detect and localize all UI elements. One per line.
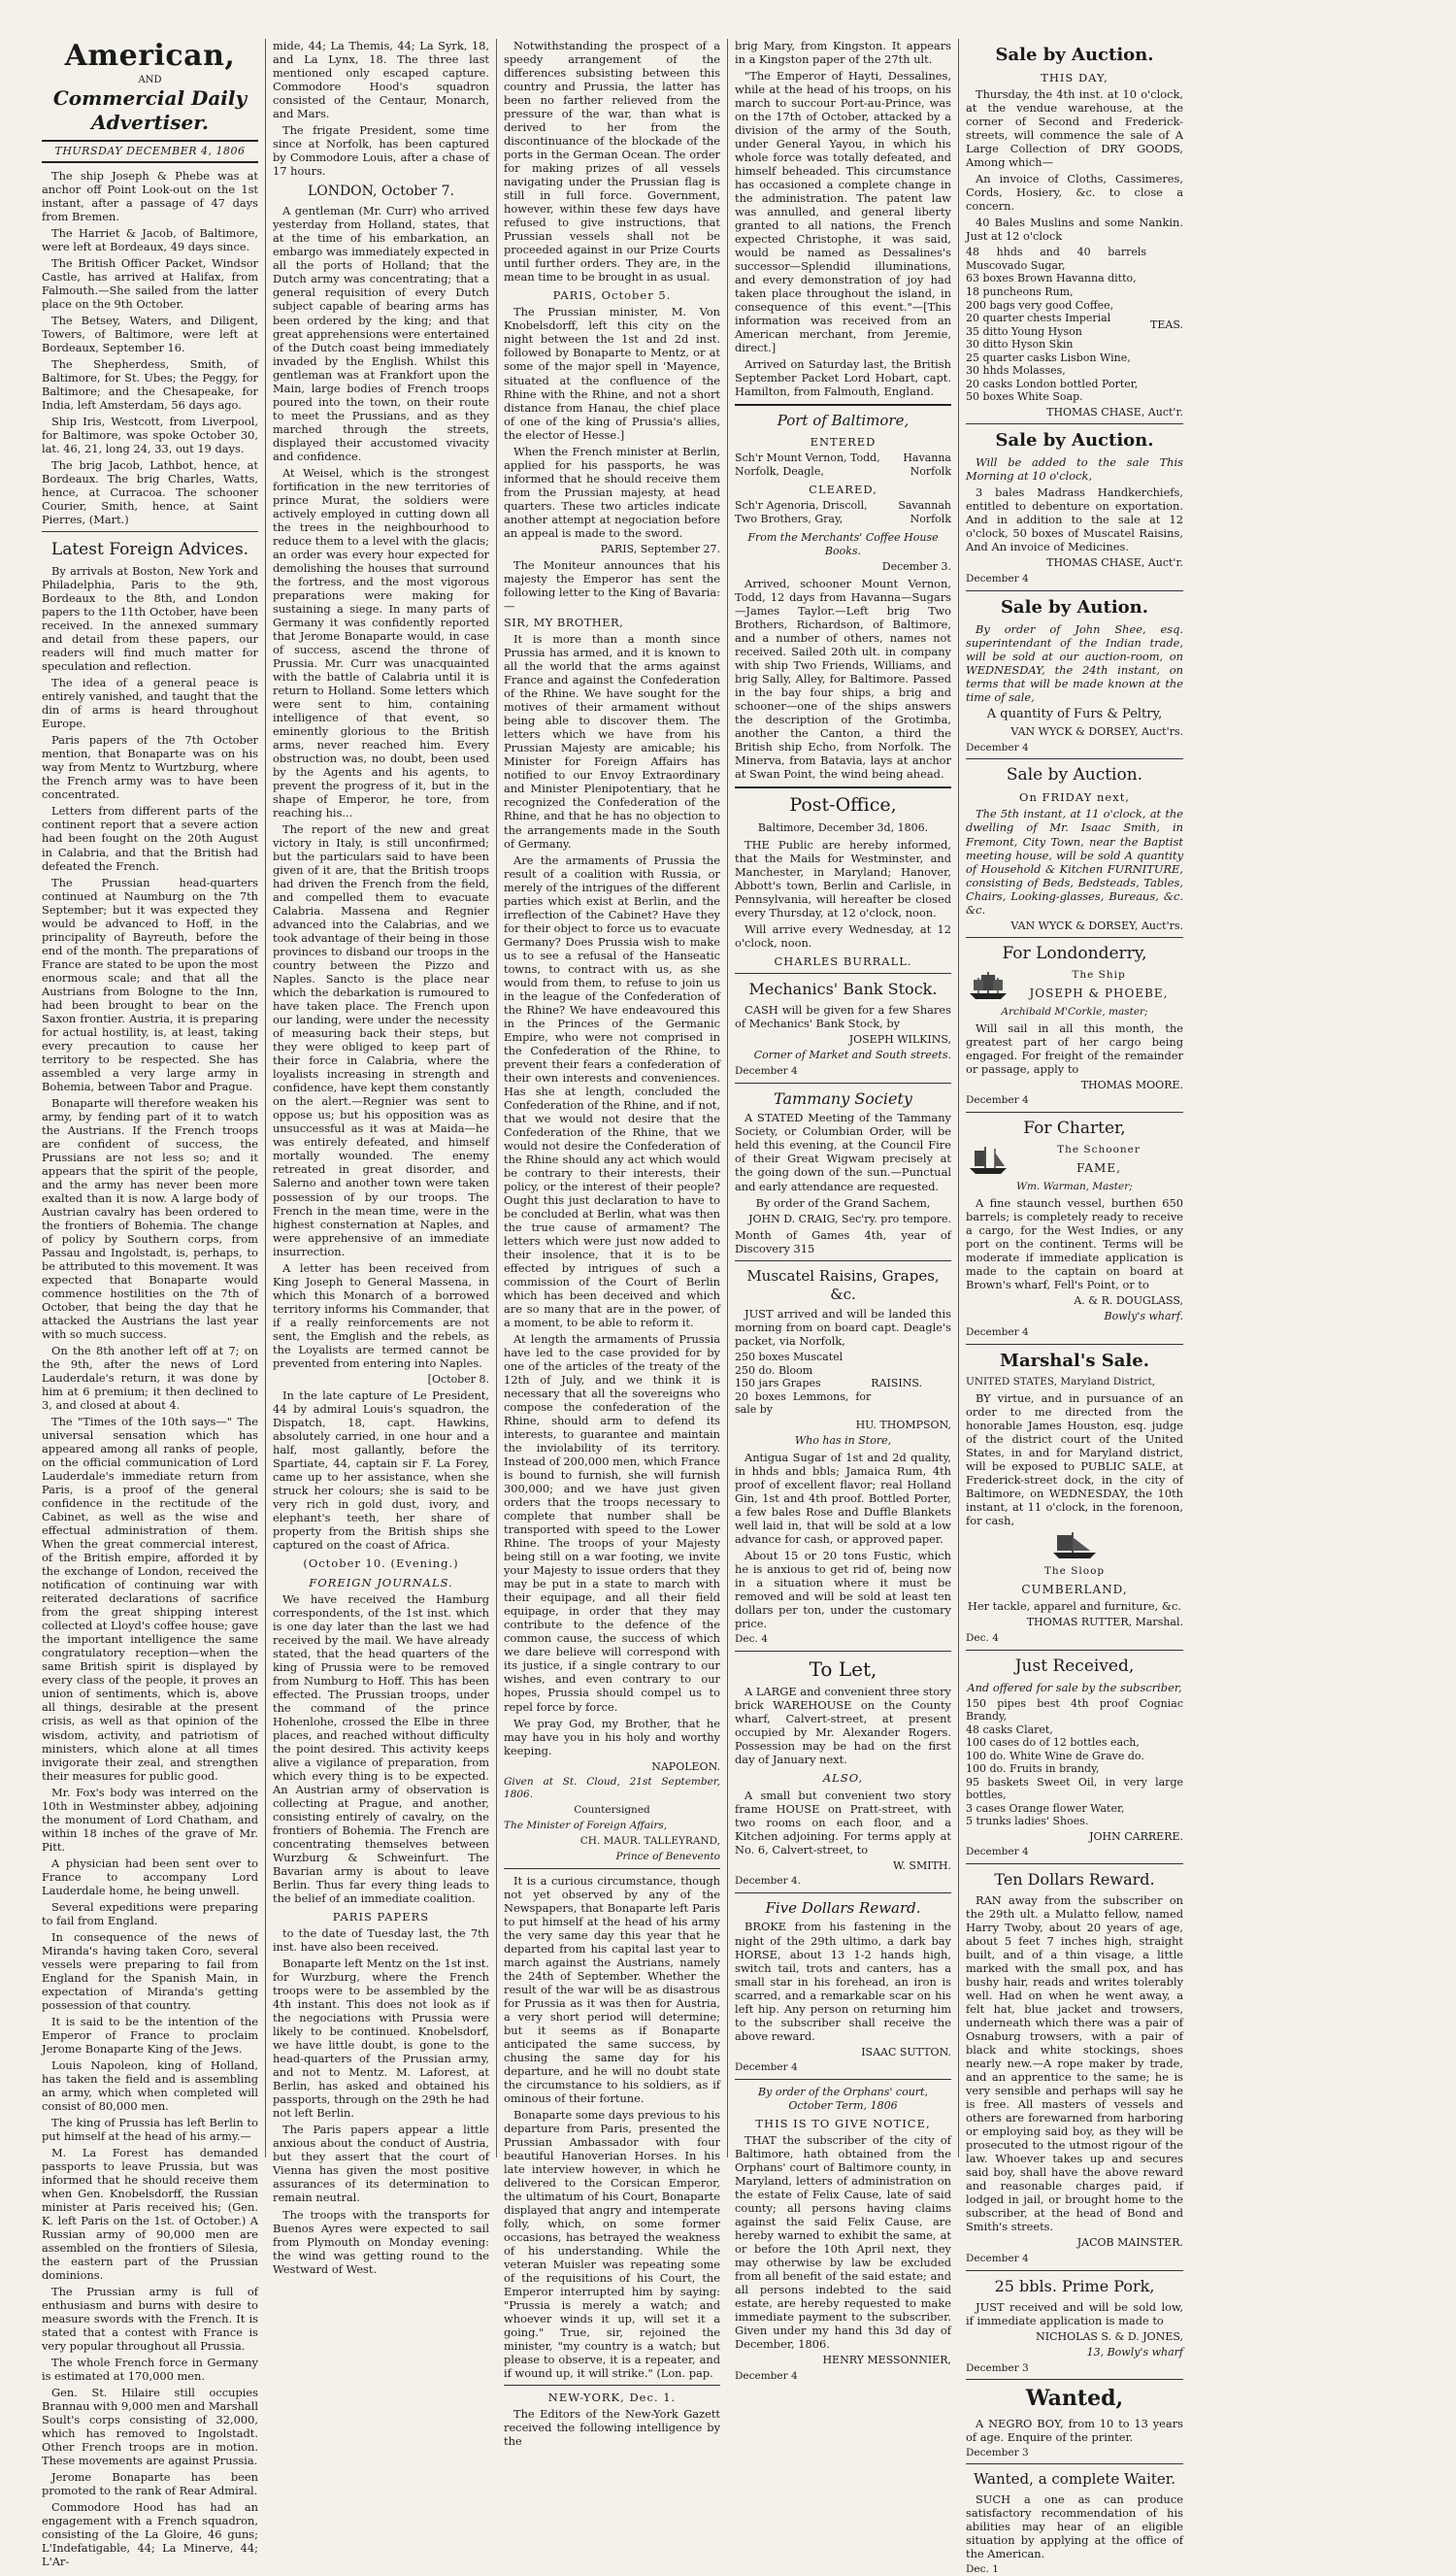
orphans-court-heading: By order of the Orphans' court, October Term, 1806 — [758, 2086, 928, 2112]
paris-papers-heading: PARIS PAPERS — [332, 1910, 430, 1924]
for-charter-heading: For Charter, — [1023, 1119, 1126, 1139]
article-paragraph: Mr. Fox's body was interred on the 10th in Westminster abbey, adjoining the monument of Lord Chatham, and within 18 inches of the grave of Mr. Pitt. — [42, 1785, 258, 1854]
ad-paragraph: BY virtue, and in pursuance of an order to me directed from the honorable James Houston, esq. judge of the district court of the United States, in and for Maryland district, will be exposed to PUBLIC SALE, at Frederick-street dock, in the city of Baltimore, on WEDNESDAY, the 10th instant, at 11 o'clock, in the forenoon, for cash, — [966, 1390, 1183, 1527]
masthead-and: AND — [138, 74, 162, 85]
list-item: 30 ditto Hyson Skin — [966, 338, 1074, 351]
masthead — [42, 39, 258, 134]
ship-master: Archibald M'Corkle, master; — [1001, 1005, 1148, 1018]
londonderry-heading: For Londonderry, — [1002, 944, 1147, 964]
ad-paragraph: By order of John Shee, esq. superintendant of the Indian trade, will be sold at our auction-room, on WEDNESDAY, the 24th instant, on terms that will be made known at the time of sale, — [966, 621, 1183, 704]
divider — [735, 1083, 951, 1084]
article-paragraph: M. La Forest has demanded passports to leave Prussia, but was informed that he should receive them when Gen. Knobelsdorff, the Russian minister at Paris received his; (Gen. K. left Paris on the 1st. of October.) A Russian army of 90,000 men are assembled on the frontiers of Silesia, the eastern part of the Prussian dominions. — [42, 2145, 258, 2283]
article-paragraph: The frigate President, some time since at Norfolk, has been captured by Commodore Louis, after a chase of 17 hours. — [273, 123, 489, 179]
brace-label: RAISINS. — [871, 1377, 922, 1390]
ad-paragraph: CASH will be given for a few Shares of Mechanics' Bank Stock, by — [735, 1002, 951, 1030]
divider — [966, 590, 1183, 591]
tammany-heading: Tammany Society — [774, 1088, 912, 1108]
column-1 — [35, 39, 266, 2569]
sale-day: THIS DAY, — [1041, 71, 1109, 85]
shipping-item: The Betsey, Waters, and Diligent, Towers, of Baltimore, were left at Bordeaux, September 16. — [42, 314, 258, 355]
ship-port: Norfolk — [910, 512, 951, 525]
ship-icon — [966, 970, 1010, 1001]
article-paragraph: When the French minister at Berlin, applied for his passports, he was informed that he should receive them from the Prussian majesty, at head quarters. These two articles indicate another attempt at negociation before an appeal is made to the sword. — [504, 444, 720, 540]
cleared-table — [735, 499, 951, 525]
article-paragraph: The Prussian head-quarters continued at Naumburg on the 7th September; but it was expected they would be advanced to Hoff, in the principality of Bayreuth, before the end of the month. The preparations of France are stated to be upon the most enormous scale; and that all the Austrians from Bologne to the Inn, had been brought to bear on the Saxon frontier. Austria, it is preparing for actual hostility, is, at least, taking every precaution to cause her territory to be respected. She has assembled a very large army in Bohemia, between Tabor and Prague. — [42, 875, 258, 1093]
ship-name: JOSEPH & PHOEBE, — [1029, 986, 1169, 1000]
article-paragraph: It is a curious circumstance, though not yet observed by any of the Newspapers, that Bonaparte left Paris to put himself at the head of his army the very same day this year that he departed from his capital last year to march against the Austrians, namely the 24th of September. Whether the result of the war will be as disastrous for Prussia as it was then for Austria, a very short period will determine; but it seems as if Bonaparte anticipated the same success, by chusing the same day for his departure, and he will no doubt state the circumstance to his soldiers, as if ominous of their fortune. — [504, 1873, 720, 2105]
ad-date: December 4 — [966, 1094, 1029, 1107]
ad-subhead: ALSO, — [822, 1771, 864, 1786]
ad-signature: THOMAS CHASE, Auct'r. — [1046, 405, 1183, 418]
table-row — [735, 513, 951, 526]
ad-date: December 4. — [735, 1875, 801, 1888]
ad-signature: JACOB MAINSTER. — [1076, 2236, 1183, 2250]
sale-by-auction-heading: Sale by Auction. — [1006, 765, 1143, 786]
article-paragraph: The king of Prussia has left Berlin to put himself at the head of his army.— — [42, 2115, 258, 2143]
ad-paragraph: RAN away from the subscriber on the 29th ult. a Mulatto fellow, named Harry Twoby, about 20 years of age, about 5 feet 7 inches high, straight built, and of a thin visage, a little marked with the small pox, and has bushy hair, reads and writes tolerably well. Had on when he went away, a felt hat, blue jacket and trowsers, underneath which there was a pair of Osnaburg trowsers, with a pair of black and white stockings, shoes nearly new.—A rope maker by trade, and an apprentice to the same; he is very sensible and perhaps will say he is free. All masters of vessels and others are forewarned from harboring or employing said boy, as they will be prosecuted to the utmost rigour of the law. Whoever takes up and secures said boy, shall have the above reward and reasonable charges paid, if lodged in jail, or brought home to the subscriber, at the head of Bond and Smith's streets. — [966, 1893, 1183, 2234]
cleared-label: CLEARED, — [809, 483, 877, 497]
divider — [42, 531, 258, 532]
ad-paragraph: Thursday, the 4th inst. at 10 o'clock, at the vendue warehouse, at the corner of Second and Frederick-streets, will commence the sale of A Large Collection of DRY GOODS, Among which— — [966, 87, 1183, 170]
article-paragraph: Commodore Hood has had an engagement with a French squadron, consisting of the La Gloire, 46 guns; L'Indefatigable, 44; La Minerve, 44; L'Ar- — [42, 2500, 258, 2569]
ad-paragraph: Month of Games 4th, year of Discovery 315 — [735, 1228, 951, 1256]
article-paragraph: The Paris papers appear a little anxious about the conduct of Austria, but they assert that the court of Vienna has given the most positive assurances of its determination to remain neutral. — [273, 2123, 489, 2205]
entered-table — [735, 452, 951, 478]
column-5 — [959, 39, 1190, 2575]
divider — [735, 1892, 951, 1893]
article-paragraph: Letters from different parts of the continent report that a severe action had been fought on the 20th August in Calabria, and that the British had defeated the French. — [42, 804, 258, 873]
column-3 — [497, 39, 728, 2449]
divider — [966, 1344, 1183, 1345]
shipping-item: The British Officer Packet, Windsor Castle, has arrived at Halifax, from Falmouth.—She sailed from the latter place on the 9th October. — [42, 255, 258, 312]
ad-paragraph: Will sail in all this month, the greatest part of her cargo being engaged. For freight of the remainder or passage, apply to — [966, 1020, 1183, 1076]
list-item: 20 quarter chests Imperial — [966, 312, 1111, 325]
ad-signature: W. SMITH. — [893, 1858, 951, 1872]
article-paragraph: In the late capture of Le President, 44 by admiral Louis's squadron, the Dispatch, 18, capt. Hawkins, absolutely carried, in one hour and a half, most gallantly, before the Spartiate, 44, captain sir F. La Forey, came up to her assistance, when she struck her colours; she is said to be very rich in gold dust, ivory, and elephant's teeth, her share of property from the British ships she captured on the coast of Africa. — [273, 1388, 489, 1553]
shipping-item: The Harriet & Jacob, of Baltimore, were left at Bordeaux, 49 days since. — [42, 225, 258, 253]
table-row — [735, 452, 951, 465]
article-paragraph: The "Times of the 10th says—" The universal sensation which has appeared among all ranks of people, on the official communication of Lord Lauderdale's immediate return from Paris, is a proof of the general confidence in the rectitude of the Cabinet, as well as the wise and effectual administration of them. When the great commercial interest, of the British empire, afforded it by the exchange of London, received the notification of continuing war with reiterated declarations of sacrifice from the great shipping interest collected at Lloyd's coffee house; gave the important intelligence the same congratulatory reception—when the same British spirit is displayed by every class of the people, it proves an union of sentiments, which is, above all things, desirable at the present crisis, as well as that opinion of the wisdom, activity, and patriotism of ministers, which alone at all times invigorate their zeal, and strengthen their measures for public good. — [42, 1415, 258, 1783]
masthead-subtitle: Commercial Daily Advertiser. — [52, 86, 248, 134]
ten-dollars-heading: Ten Dollars Reward. — [994, 1870, 1155, 1890]
letter-paragraph: At length the armaments of Prussia have led to the case provided for by one of the articles of the treaty of the 12th of July, and we think it is necessary that all the sovereigns who compose the confederation of the Rhine, should arm to defend its interests, to guarantee and maintain the inviolability of its territory. Instead of 200,000 men, which France is bound to furnish, she will furnish 300,000; and we have just given orders that the troops necessary to complete that number shall be transported with speed to the Lower Rhine. The troops of your Majesty being still on a war footing, we invite your Majesty to issue orders that they may be put in a state to march with their equipage, and all their field equipage, in order that they may contribute to the defence of the common cause, the success of which we dare believe will correspond with its justice, if a single contrary to our wishes, and even contrary to our hopes, Prussia should compel us to repel force by force. — [504, 1332, 720, 1714]
countersigned: Countersigned — [574, 1803, 650, 1816]
article-paragraph: Several expeditions were preparing to fail from England. — [42, 1899, 258, 1927]
divider — [735, 1260, 951, 1261]
ad-signature: JOHN D. CRAIG, Sec'ry. pro tempore. — [748, 1212, 951, 1225]
ad-paragraph: About 15 or 20 tons Fustic, which he is anxious to get rid of, being now in a situation where it must be removed and will be sold at least ten dollars per ton, under the customary price. — [735, 1548, 951, 1630]
masthead-title: American, — [64, 39, 236, 73]
list-item: 25 quarter casks Lisbon Wine, — [966, 351, 1131, 364]
list-item: 20 casks London bottled Porter, — [966, 377, 1139, 390]
ship-port: Savannah — [898, 499, 951, 513]
ad-date: Dec. 1 — [966, 2562, 999, 2575]
brace-label: TEAS. — [1150, 318, 1183, 331]
table-row — [735, 499, 951, 513]
ad-signature: VAN WYCK & DORSEY, Auct'rs. — [1010, 919, 1183, 932]
notice-signature: CHARLES BURRALL. — [774, 953, 912, 968]
article-paragraph: brig Mary, from Kingston. It appears in a Kingston paper of the 27th ult. — [735, 39, 951, 67]
list-item: 3 cases Orange flower Water, — [966, 1801, 1125, 1815]
ad-paragraph: A small but convenient two story frame HOUSE on Pratt-street, with two rooms on each floor, and a Kitchen adjoining. For terms apply at No. 6, Calvert-street, to — [735, 1788, 951, 1857]
ship-name: Sch'r Agenoria, Driscoll, — [735, 499, 868, 513]
article-paragraph: It is said to be the intention of the Emperor of France to proclaim Jerome Bonaparte King of the Jews. — [42, 2014, 258, 2056]
list-item: 35 ditto Young Hyson — [966, 324, 1082, 338]
foreign-journals-heading: FOREIGN JOURNALS. — [309, 1575, 453, 1589]
list-item: 30 hhds Molasses, — [966, 364, 1066, 378]
column-4 — [728, 39, 959, 2382]
ship-name: CUMBERLAND, — [1021, 1582, 1128, 1596]
ad-paragraph: Her tackle, apparel and furniture, &c. — [967, 1599, 1182, 1614]
ad-address: 13, Bowly's wharf — [1086, 2346, 1183, 2359]
divider — [966, 937, 1183, 938]
article-paragraph: Arrived, schooner Mount Vernon, Todd, 12 days from Havanna—Sugars—James Taylor.—Left brig Two Brothers, Richardson, of Baltimore, and a number of others, names not received. Sailed 20th ult. in company with ship Two Friends, Williams, and brig Sally, Alley, for Baltimore. Passed in the bay four ships, a brig and schooner—one of the ships answers the description of the Grotimba, another the Canton, a third the British ship Echo, from Norfolk. The Minerva, from Batavia, lays at anchor at Swan Point, the wind being ahead. — [735, 576, 951, 781]
article-paragraph: At Weisel, which is the strongest fortification in the new territories of prince Murat, the soldiers were actively employed in cutting down all the trees in the neighbourhood to reduce them to a level with the glacis; an order was every hour expected for demolishing the houses that surround the fortress, and the most vigorous preparations were making for sustaining a siege. In many parts of Germany it was confidently reported that Jerome Bonaparte would, in case of success, ascend the throne of Prussia. Mr. Curr was unacquainted with the battle of Calabria until it is return to Holland. Some letters which were sent to him, containing intelligence of that event, so eminently glorious to the British arms, never reached him. Every obstruction was, no doubt, been used by the Agents and his agents, to prevent the progress of it, but in the shape of Emperor, he tore, from reaching his... — [273, 465, 489, 820]
list-item: 200 bags very good Coffee, — [966, 298, 1114, 312]
ad-date: December 3 — [966, 2446, 1029, 2459]
entered-label: ENTERED — [810, 434, 877, 449]
divider — [966, 1112, 1183, 1113]
ship-label: The Sloop — [1043, 1564, 1106, 1577]
paris-dateline: PARIS, October 5. — [552, 288, 672, 303]
article-paragraph: to the date of Tuesday last, the 7th inst. have also been received. — [273, 1926, 489, 1955]
notice-paragraph: Will arrive every Wednesday, at 12 o'clock, noon. — [735, 921, 951, 950]
ad-paragraph: By order of the Grand Sachem, — [755, 1195, 931, 1210]
london-dateline: LONDON, October 7. — [307, 184, 455, 200]
paris-dateline: PARIS, September 27. — [600, 542, 720, 555]
article-paragraph: We have received the Hamburg correspondents, of the 1st inst. which is one day later than the last we had received by the mail. We have already stated, that the head quarters of the king of Prussia were to be removed from Numburg to Hoff. This has been effected. The Prussian troops, under the command of the prince Hohenlohe, crossed the Elbe in three places, and reached without difficulty the point desired. This activity keeps alive a vigilance of preparation, from which every thing is to be expected. An Austrian army of observation is collecting at Prague, and another, consisting entirely of cavalry, on the frontiers of Bohemia. The French are concentrating themselves between Wurzburg & Schweinfurt. The Bavarian army is about to leave Berlin. Thus far every thing leads to the belief of an immediate coalition. — [273, 1591, 489, 1906]
muscatel-heading: Muscatel Raisins, Grapes, &c. — [746, 1267, 940, 1303]
divider — [966, 758, 1183, 759]
prime-pork-heading: 25 bbls. Prime Pork, — [994, 2276, 1155, 2295]
ad-signature: JOSEPH WILKINS, — [848, 1032, 951, 1046]
ad-date: Dec. 4 — [735, 1632, 768, 1645]
article-paragraph: On the 8th another left off at 7; on the 9th, after the news of Lord Lauderdale's return, it was done by him at 6 premium; it then declined to 3, and closed at about 4. — [42, 1344, 258, 1413]
ad-paragraph: A NEGRO BOY, from 10 to 13 years of age. Enquire of the printer. — [966, 2416, 1183, 2444]
article-paragraph: Arrived on Saturday last, the British September Packet Lord Hobart, capt. Hamilton, from Falmouth, England. — [735, 357, 951, 399]
divider — [966, 1863, 1183, 1864]
sale-by-auction-heading: Sale by Auction. — [995, 45, 1154, 65]
ship-name: Sch'r Mount Vernon, Todd, — [735, 451, 880, 464]
ad-date: December 4 — [966, 1325, 1029, 1338]
list-item: 50 boxes White Soap. — [966, 390, 1083, 404]
sale-day: On FRIDAY next, — [1019, 790, 1130, 805]
ad-paragraph: BROKE from his fastening in the night of the 29th ultimo, a dark bay HORSE, about 13 1-2 hands high, switch tail, trots and canters, has a small star in his forehead, an iron is scarred, and a remarkable scar on his left hip. Any person on returning him to the subscriber shall receive the above reward. — [735, 1920, 951, 2043]
list-item: 48 casks Claret, — [966, 1723, 1053, 1736]
ad-date: December 4 — [735, 1064, 798, 1077]
article-paragraph: The whole French force in Germany is estimated at 170,000 men. — [42, 2356, 258, 2384]
article-paragraph: The idea of a general peace is entirely vanished, and taught that the din of arms is heard throughout Europe. — [42, 676, 258, 731]
ad-paragraph: JUST received and will be sold low, if immediate application is made to — [966, 2299, 1183, 2327]
ad-date: December 4 — [966, 1846, 1029, 1858]
ad-date: December 4 — [966, 2252, 1029, 2264]
letter-paragraph: We pray God, my Brother, that he may have you in his holy and worthy keeping. — [504, 1716, 720, 1757]
divider — [735, 2079, 951, 2080]
sale-by-auction-heading: Sale by Aution. — [1000, 596, 1149, 618]
ad-signature: JOHN CARRERE. — [1089, 1829, 1183, 1843]
shipping-item: Ship Iris, Westcott, from Liverpool, for Baltimore, was spoke October 30, lat. 46, 21, long 24, 33, out 19 days. — [42, 415, 258, 456]
talleyrand-signature: CH. MAUR. TALLEYRAND, — [579, 1834, 720, 1847]
ad-paragraph: A STATED Meeting of the Tammany Society, or Columbian Order, will be held this evening, at the Council Fire of their Great Wigwam precisely at the going down of the sun.—Punctual and early attendance are requested. — [735, 1111, 951, 1193]
ad-paragraph: An invoice of Cloths, Cassimeres, Cords, Hosiery, &c. to close a concern. — [966, 172, 1183, 214]
divider — [735, 404, 951, 406]
ad-signature: HU. THOMPSON, — [855, 1418, 951, 1431]
letter-signature: NAPOLEON. — [651, 1759, 720, 1773]
notice-signature: HENRY MESSONNIER, — [822, 2354, 951, 2367]
ship-port: Havanna — [903, 451, 951, 464]
list-item: 48 hhds and 40 barrels Muscovado Sugar, — [966, 246, 1147, 272]
divider — [966, 423, 1183, 424]
marshals-sale-heading: Marshal's Sale. — [1000, 1350, 1149, 1371]
ad-paragraph: The 5th instant, at 11 o'clock, at the dwelling of Mr. Isaac Smith, in Fremont, City Town, near the Baptist meeting house, will be sold A quantity of Household & Kitchen FURNITURE, consisting of Beds, Bedsteads, Tables, Chairs, Looking-glasses, Bureaus, &c. &c. — [966, 807, 1183, 917]
to-let-heading: To Let, — [809, 1656, 877, 1681]
wanted-heading: Wanted, — [1025, 2386, 1124, 2412]
ad-subhead: Who has in Store, — [794, 1434, 892, 1448]
article-paragraph: In consequence of the news of Miranda's having taken Coro, several vessels were preparing to fail from England for the Spanish Main, in expectation of Miranda's getting possession of that country. — [42, 1929, 258, 2012]
notice-paragraph: THAT the subscriber of the city of Baltimore, hath obtained from the Orphans' court of Baltimore county, in Maryland, letters of administration on the estate of Felix Cause, late of said county; all persons having claims against the said Felix Cause, are hereby warned to exhibit the same, at or before the 10th April next, they may otherwise by law be excluded from all benefit of the said estate; and all persons indebted to the said estate, are hereby requested to make immediate payment to the subscriber. Given under my hand this 3d day of December, 1806. — [735, 2133, 951, 2352]
article-paragraph: The Moniteur announces that his majesty the Emperor has sent the following letter to the King of Bavaria:— — [504, 558, 720, 614]
shipping-item: The ship Joseph & Phebe was at anchor off Point Look-out on the 1st instant, after a passage of 47 days from Bremen. — [42, 168, 258, 223]
ad-date: December 4 — [966, 572, 1029, 585]
ad-paragraph: 3 bales Madrass Handkerchiefs, entitled to debenture on exportation. And in addition to the sale at 12 o'clock, 50 boxes of Muscatel Raisins, And An invoice of Medicines. — [966, 485, 1183, 554]
list-item: 100 cases do of 12 bottles each, — [966, 1736, 1140, 1750]
wanted-waiter-heading: Wanted, a complete Waiter. — [973, 2470, 1176, 2489]
merchants-date: December 3. — [881, 560, 951, 574]
shipping-item: The Shepherdess, Smith, of Baltimore, for St. Ubes; the Peggy, for Baltimore; and the Chesapeake, for India, left Amsterdam, 56 days ago. — [42, 357, 258, 413]
divider — [735, 786, 951, 788]
letter-paragraph: Are the armaments of Prussia the result of a coalition with Russia, or merely of the intrigues of the different parties which exist at Berlin, and the irreflection of the Cabinet? Have they for their object to force us to evacuate Germany? Does Prussia wish to make us to see a refusal of the Hanseatic towns, to contract with us, as she would from them, to refuse to join us in the league of the Confederation of the Rhine? We have endeavoured this in the Princes of the Germanic Empire, who were not comprised in the Confederation of the Rhine, to prevent their fears a confederation of their own interests and conveniences. Has she at length, concluded the Confederation of the Rhine, and if not, that we would not desire that the Confederation of the Rhine, that we would not desire the Confederation of the Rhine should any act which would be contrary to their interests, their policy, or the interest of their people? Ought this just declaration to have to be concluded at Berlin, what was then the true cause of armament? The letters which were just now added to their insolence, that it is to be effected by intrigues of such a commission of the Court of Berlin which has been deceived and which are so many that are in the power, of a moment, to be able to reform it. — [504, 853, 720, 1330]
article-paragraph: mide, 44; La Themis, 44; La Syrk, 18, and La Lynx, 18. The three last mentioned only escaped capture. Commodore Hood's squadron consisted of the Centaur, Monarch, and Mars. — [273, 39, 489, 121]
article-paragraph: "The Emperor of Hayti, Dessalines, while at the head of his troops, on his march to succour Port-au-Prince, was on the 17th of October, attacked by a division of the army of the South, under General Yayou, in which his whole force was totally defeated, and himself beheaded. This circumstance has occasioned a complete change in the administration. The patent law was annulled, and general liberty granted to all nations, the French expected Christophe, it was said, would be named as Dessalines's successor—Splendid illuminations, and every demonstration of joy had taken place throughout the island, in consequence of this event."—[This information was received from an American merchant, from Jeremie, direct.] — [735, 69, 951, 355]
article-paragraph: Bonaparte some days previous to his departure from Paris, presented the Prussian Ambassador with four beautiful Hanoverian Horses. In his late interview however, in which he delivered to the Corsican Emperor, the ultimatum of his Court, Bonaparte displayed that angry and intemperate folly, which, on some former occasions, has betrayed the weakness of his understanding. While the veteran Muisler was repeating some of the requisitions of his Court, the Emperor interrupted him by saying: "Prussia is merely a watch; and whoever winds it up, will set it a going." True, sir, rejoined the minister, "my country is a watch; but please to observe, it is a repeater, and if wound up, it will strike." (Lon. pap. — [504, 2107, 720, 2381]
article-paragraph: The report of the new and great victory in Italy, is still unconfirmed; but the particulars said to have been given of it are, that the British troops had driven the French from the field, and compelled them to evacuate Calabria. Massena and Regnier advanced into the Calabrias, and we took advantage of their being in those provinces to disband our troops in the country between the Pizzo and Naples. Sancto is the place near which the debarkation is rumoured to have taken place. The French upon our landing, were under the necessity of measuring back their steps, but they were obliged to keep part of their force in Calabria, where the loyalists increasing in strength and confidence, have kept them constantly on the alert.—Regnier was sent to oppose us; but his opposition was as unsuccessful as it was at Maida—he was entirely defeated, and himself mortally wounded. The enemy retreated in great disorder, and Salerno and another town were taken possession of by our troops. The French in the mean time, were in the highest consternation at Naples, and were apprehensive of an immediate insurrection. — [273, 822, 489, 1258]
item-list — [966, 1697, 1183, 1828]
five-dollars-heading: Five Dollars Reward. — [765, 1899, 921, 1918]
article-paragraph: By arrivals at Boston, New York and Philadelphia, Paris to the 9th, Bordeaux to the 8th, and London papers to the 11th October, have been received. In the annexed summary and detail from these papers, our readers will find much matter for speculation and reflection. — [42, 564, 258, 674]
list-item: 63 boxes Brown Havanna ditto, — [966, 272, 1137, 285]
ad-date: December 4 — [735, 2369, 798, 2382]
notice-heading: THIS IS TO GIVE NOTICE, — [755, 2117, 931, 2131]
notice-paragraph: THE Public are hereby informed, that the Mails for Westminster, and Manchester, in Maryland; Hanover, Abbott's town, Berlin and Carlisle, in Pennsylvania, will hereafter be closed every Thursday, at 12 o'clock, noon. — [735, 837, 951, 920]
ad-paragraph: JUST arrived and will be landed this morning from on board capt. Deagle's packet, via Norfolk, — [735, 1306, 951, 1348]
article-paragraph: A letter has been received from King Joseph to General Massena, in which this Monarch of a borrowed territory informs his Commander, that if a really reinforcements are not sent, the Emglish and the rebels, as the Loyalists are termed cannot be prevented from entering into Naples. — [273, 1260, 489, 1370]
list-item: 250 do. Bloom — [735, 1363, 813, 1377]
ship-label: The Ship — [1072, 969, 1126, 982]
list-item: 20 boxes Lemmons, for sale by — [735, 1389, 872, 1417]
ship-name: FAME, — [1076, 1160, 1121, 1175]
merchants-heading: From the Merchants' Coffee House Books. — [747, 531, 939, 557]
sale-by-auction-heading: Sale by Auction. — [995, 430, 1154, 452]
ship-label: The Schooner — [1057, 1143, 1141, 1155]
letter-paragraph: It is more than a month since Prussia has armed, and it is known to all the world that the arms against France and against the Confederation of the Rhine. We have sought for the motives of their armament without being able to discover them. The letters which we have from his Prussian Majesty are amicable; his Minister for Foreign Affairs has notified to our Envoy Extraordinary and Minister Plenipotentiary, that he recognized the Confederation of the Rhine, and that he has no objection to the arrangements made in the South of Germany. — [504, 632, 720, 851]
port-of-baltimore-heading: Port of Baltimore, — [777, 412, 910, 430]
ad-date: December 3 — [966, 2361, 1029, 2374]
article-paragraph: The Prussian army is full of enthusiasm and burns with desire to measure swords with the French. It is stated that a contest with France is very popular throughout all Prussia. — [42, 2285, 258, 2354]
list-item: 150 jars Grapes — [735, 1377, 821, 1390]
ship-port: Norfolk — [910, 464, 951, 478]
just-received-heading: Just Received, — [1014, 1656, 1135, 1676]
post-office-date: Baltimore, December 3d, 1806. — [757, 821, 929, 835]
ad-paragraph: A fine staunch vessel, burthen 650 barrels; is completely ready to receive a cargo, for the West Indies, or any port on the continent. Terms will be moderate if immediate application is made to the captain on board at Brown's wharf, Fell's Point, or to — [966, 1195, 1183, 1291]
ad-paragraph: SUCH a one as can produce satisfactory recommendation of his abilities may hear of an eligible situation by applying at the office of the American. — [966, 2492, 1183, 2560]
ad-address: Bowly's wharf. — [1104, 1310, 1183, 1323]
article-paragraph: Bonaparte left Mentz on the 1st inst. for Wurzburg, where the French troops were to be assembled by the 4th instant. This does not look as if the negociations with Prussia were likely to be continued. Knobelsdorf, we have little doubt, is gone to the head-quarters of the Prussian army, and not to Mentz. M. Laforest, at Berlin, has asked and obtained his passports, through on the 29th he had not left Berlin. — [273, 1957, 489, 2121]
sloop-icon — [1047, 1531, 1102, 1560]
new-york-dateline: NEW-YORK, Dec. 1. — [547, 2391, 677, 2405]
ad-signature: VAN WYCK & DORSEY, Auct'rs. — [1010, 725, 1183, 738]
post-office-heading: Post-Office, — [789, 793, 897, 816]
list-item: 95 baskets Sweet Oil, in very large bottles, — [966, 1775, 1183, 1802]
divider — [966, 1650, 1183, 1651]
article-paragraph: Jerome Bonaparte has been promoted to the rank of Rear Admiral. — [42, 2470, 258, 2498]
minister-title: The Minister of Foreign Affairs, — [504, 1819, 668, 1831]
article-paragraph: Louis Napoleon, king of Holland, has taken the field and is assembling an army, which when completed will consist of 80,000 men. — [42, 2057, 258, 2113]
ad-paragraph: A quantity of Furs & Peltry, — [986, 707, 1163, 722]
article-paragraph: The Prussian minister, M. Von Knobelsdorff, left this city on the night between the 1st and 2d inst. followed by Bonaparte to Mentz, or at some of the major spell in 'Mayence, situated at the confluence of the Rhine with the Rhine, and not a short distance from Hanau, the chief place of one of the king of Prussia's allies, the elector of Hesse.] — [504, 305, 720, 442]
divider — [735, 1651, 951, 1652]
letter-given-at: Given at St. Cloud, 21st September, 1806. — [504, 1776, 720, 1800]
article-paragraph: A physician had been sent over to France to accompany Lord Lauderdale home, he being unwell. — [42, 1856, 258, 1897]
article-paragraph: The troops with the transports for Buenos Ayres were expected to sail from Plymouth on Monday evening: the wind was getting round to the Westward of West. — [273, 2207, 489, 2276]
latest-foreign-advices-heading: Latest Foreign Advices. — [50, 540, 249, 560]
list-item: 100 do. White Wine de Grave do. — [966, 1749, 1144, 1762]
table-row — [735, 465, 951, 479]
ad-signature: THOMAS MOORE. — [1080, 1078, 1183, 1091]
ad-signature: THOMAS RUTTER, Marshal. — [1026, 1616, 1183, 1629]
list-item: 18 puncheons Rum, — [966, 284, 1074, 298]
ship-master: Wm. Warman, Master; — [1016, 1180, 1133, 1192]
ship-name: Norfolk, Deagle, — [735, 464, 824, 478]
ad-paragraph: Will be added to the sale This Morning at 10 o'clock, — [966, 455, 1183, 484]
article-paragraph: Notwithstanding the prospect of a speedy arrangement of the differences subsisting between this country and Prussia, the latter has been no farther relieved from the pressure of the war, than what is derived to her from the discontinuance of the blockade of the ports in the German Ocean. The order for making prizes of all vessels navigating under the Prussian flag is still in full force. Government, however, within these few days have refused to give instructions, that Prussian vessels shall not be proceeded against in our Prize Courts until further orders. They are, in the mean time to be brought in as usual. — [504, 39, 720, 284]
letter-salutation: SIR, MY BROTHER, — [504, 616, 624, 630]
ad-date: Dec. 4 — [966, 1631, 999, 1644]
item-list — [966, 246, 1183, 403]
list-item: 250 boxes Muscatel — [735, 1351, 844, 1363]
ship-name: Two Brothers, Gray, — [735, 512, 844, 525]
ad-date: December 4 — [735, 2061, 798, 2074]
article-paragraph: Gen. St. Hilaire still occupies Brannau with 9,000 men and Marshall Soult's corps consisting of 32,000, which has removed to Ingolstadt. Other French troops are in motion. These movements are against Prussia. — [42, 2386, 258, 2468]
ad-date: December 4 — [966, 741, 1029, 753]
list-item: 100 do. Fruits in brandy, — [966, 1762, 1100, 1776]
divider — [966, 2463, 1183, 2464]
divider — [735, 973, 951, 974]
prince-title: Prince of Benevento — [615, 1850, 720, 1862]
ad-signature: THOMAS CHASE, Auct'r. — [1046, 556, 1183, 570]
article-paragraph: Bonaparte will therefore weaken his army, by fending part of it to watch the Austrians. If the French troops are confident of success, the Prussians are not less so; and it appears that the spirit of the people, and the army has never been more exalted than it is now. A large body of Austrian cavalry has been ordered to the frontiers of Bohemia. The change of policy by Southern corps, from Passau and Ingolstadt, is, perhaps, to be attributed to this movement. It was expected that Bonaparte would commence hostilities on the 7th of October, that being the day that he attacked the Austrians the last year with so much success. — [42, 1095, 258, 1342]
divider — [966, 2270, 1183, 2271]
ad-paragraph: A LARGE and convenient three story brick WAREHOUSE on the County wharf, Calvert-street, at present occupied by Mr. Alexander Rogers. Possession may be had on the first day of January next. — [735, 1685, 951, 1767]
ad-signature: A. & R. DOUGLASS, — [1074, 1293, 1183, 1307]
ad-paragraph: Antigua Sugar of 1st and 2d quality, in hhds and bbls; Jamaica Rum, 4th proof of excellent flavor; real Holland Gin, 1st and 4th proof. Bottled Porter, a few bales Rose and Duffle Blankets well laid in, that will be sold at a low advance for cash, or approved paper. — [735, 1450, 951, 1546]
list-item: 150 pipes best 4th proof Cogniac Brandy, — [966, 1696, 1183, 1723]
ad-paragraph: And offered for sale by the subscriber, — [967, 1680, 1182, 1694]
ship-icon — [966, 1145, 1010, 1176]
date-note: [October 8. — [427, 1372, 489, 1386]
ad-paragraph: 40 Bales Muslins and some Nankin. Just at 12 o'clock — [966, 216, 1183, 244]
mechanics-bank-heading: Mechanics' Bank Stock. — [748, 980, 938, 999]
ad-address: Corner of Market and South streets. — [753, 1049, 951, 1062]
list-item: 5 trunks ladies' Shoes. — [966, 1815, 1089, 1828]
article-paragraph: A gentleman (Mr. Curr) who arrived yesterday from Holland, states, that at the time of his embarkation, an embargo was immediately expected in all the ports of Holland; that the Dutch army was concentrating; that a general requisition of every Dutch subject capable of bearing arms has been ordered by the king; and that great apprehensions were entertained of the Dutch coast being immediately invaded by the English. Whilst this gentleman was at Frankfort upon the Main, large bodies of French troops poured into the town, on their route to meet the Prussians, and as they marched through the streets, displayed their accustomed vivacity and confidence. — [273, 204, 489, 463]
ad-paragraph: UNITED STATES, Maryland District, — [966, 1375, 1156, 1388]
column-2 — [266, 39, 497, 2276]
divider — [504, 2385, 720, 2386]
shipping-item: The brig Jacob, Lathbot, hence, at Bordeaux. The brig Charles, Watts, hence, at Curracoa. The schooner Courier, Smith, hence, at Saint Pierres, (Mart.) — [42, 458, 258, 527]
divider — [966, 2379, 1183, 2380]
article-paragraph: Paris papers of the 7th October mention, that Bonaparte was on his way from Mentz to Wurtzburg, where the French army was to have been concentrated. — [42, 733, 258, 802]
dateline: THURSDAY DECEMBER 4, 1806 — [42, 140, 258, 163]
ad-signature: NICHOLAS S. & D. JONES, — [1036, 2329, 1183, 2343]
item-list — [735, 1351, 951, 1417]
article-paragraph: The Editors of the New-York Gazett received the following intelligence by the — [504, 2407, 720, 2449]
ad-signature: ISAAC SUTTON. — [861, 2045, 951, 2058]
divider — [504, 1868, 720, 1869]
date-note: (October 10. (Evening.) — [303, 1556, 459, 1571]
